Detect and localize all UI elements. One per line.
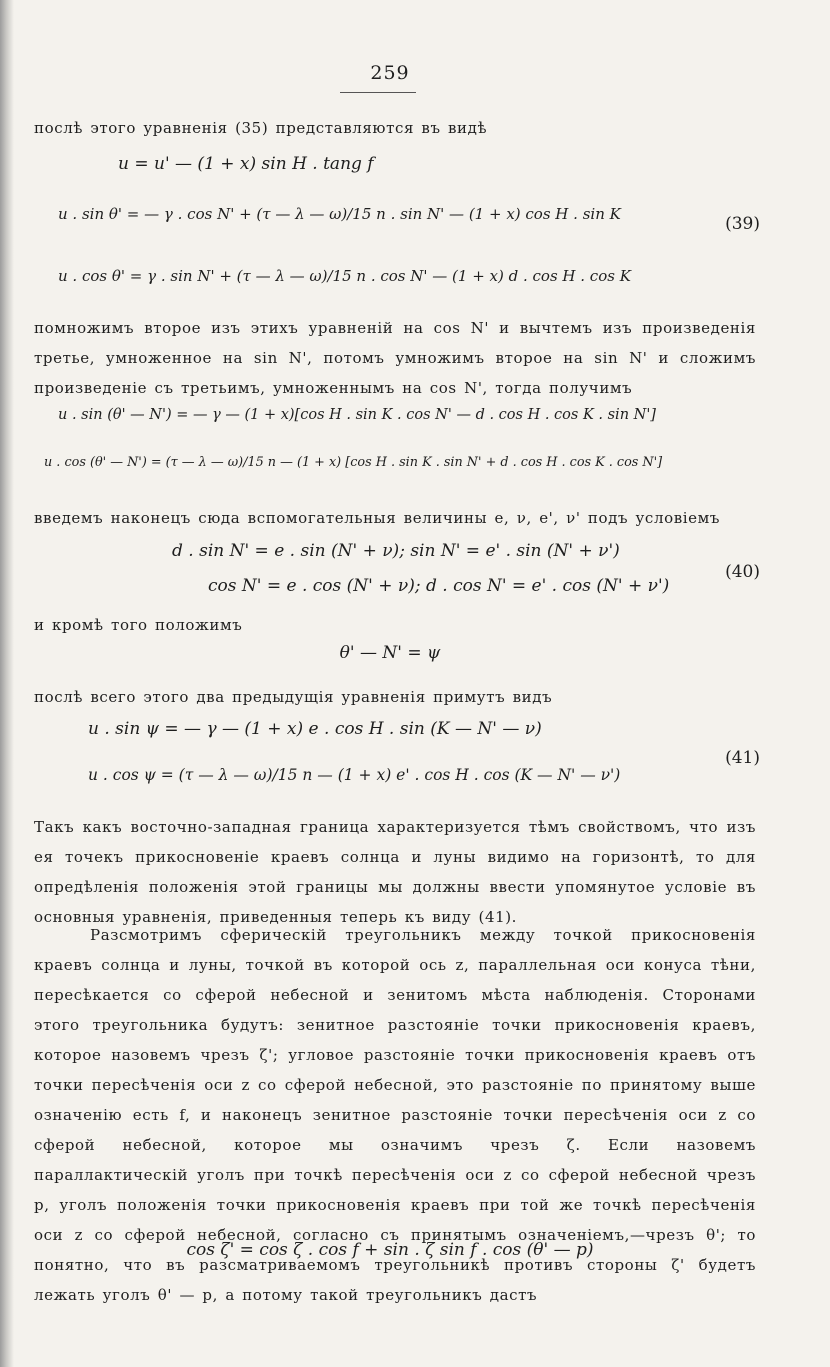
equation-39-sin: u . sin θ' = — γ . cos N' + (τ — λ — ω)/15 n . sin N' — (1 + x) cos H . sin K — [58, 205, 621, 223]
equation-40-second: cos N' = e . cos (N' + ν); d . cos N' = e' . cos (N' + ν') — [208, 576, 670, 596]
paragraph-after: послѣ всего этого два предыдущія уравненія примутъ видъ — [34, 688, 553, 706]
equation-psi: θ' — N' = ψ — [339, 643, 441, 663]
equation-41-sin: u . sin ψ = — γ — (1 + x) e . cos H . sin (K — N' — ν) — [88, 719, 542, 739]
paragraph-intro: послѣ этого уравненія (35) представляются въ видѣ — [34, 119, 488, 137]
page-number: 259 — [370, 62, 410, 84]
paragraph-auxiliary: введемъ наконецъ сюда вспомогательныя величины e, ν, e', ν' подъ условіемъ — [34, 509, 721, 527]
equation-derived-cos: u . cos (θ' — N') = (τ — λ — ω)/15 n — (1 + x) [cos H . sin K . sin N' + d . cos H . cos K . cos N'] — [44, 455, 663, 470]
paragraph-besides: и кромѣ того положимъ — [34, 616, 243, 634]
binding-shadow — [0, 0, 14, 1367]
paragraph-boundary: Такъ какъ восточно-западная граница характеризуется тѣмъ свойствомъ, что изъ ея точекъ прикосновеніе краевъ солнца и луны видимо на горизонтѣ, то для опредѣленія положенія этой границы мы должны ввести упомянутое условіе въ основныя уравненія, приведенныя теперь къ виду (41). — [34, 818, 756, 926]
equation-40-first: d . sin N' = e . sin (N' + ν); sin N' = e' . sin (N' + ν') — [172, 541, 620, 561]
paragraph-multiply: помножимъ второе изъ этихъ уравненій на cos N' и вычтемъ изъ произведенія третье, умноженное на sin N', потомъ умножимъ второе на sin N' и сложимъ произведеніе съ третьимъ, умноженнымъ на cos N', тогда получимъ — [34, 319, 756, 397]
equation-u: u = u' — (1 + x) sin H . tang f — [118, 154, 374, 174]
paragraph-triangle: Разсмотримъ сферическій треугольникъ между точкой прикосновенія краевъ солнца и луны, точкой въ которой ось z, параллельная оси конуса тѣни, пересѣкается со сферой небесной и зенитомъ мѣста наблюденія. Сторонами этого треугольника будутъ: зенитное разстояніе точки прикосновенія краевъ, которое назовемъ чрезъ ζ'; угловое разстояніе точки прикосновенія краевъ отъ точки пересѣченія оси z со сферой небесной, это разстояніе по принятому выше означенію есть f, и наконецъ зенитное разстояніе точки пересѣченія оси z со сферой небесной, которое мы означимъ чрезъ ζ. Если назовемъ параллактическій уголъ при точкѣ пересѣченія оси z со сферой небесной чрезъ p, уголъ положенія точки прикосновенія краевъ при той же точкѣ пересѣченія оси z со сферой небесной, согласно съ принятымъ означеніемъ,—чрезъ θ'; то понятно, что въ разсматриваемомъ треугольникѣ противъ стороны ζ' будетъ лежать уголъ θ' — p, а потому такой треугольникъ дастъ — [34, 926, 756, 1304]
equation-39-cos: u . cos θ' = γ . sin N' + (τ — λ — ω)/15 n . cos N' — (1 + x) d . cos H . cos K — [58, 267, 631, 285]
equation-number-41: (41) — [725, 748, 760, 768]
equation-number-40: (40) — [725, 562, 760, 582]
equation-cosine-rule: cos ζ' = cos ζ . cos f + sin . ζ sin f . cos (θ' — p) — [186, 1240, 594, 1260]
equation-number-39: (39) — [725, 214, 760, 234]
equation-derived-sin: u . sin (θ' — N') = — γ — (1 + x)[cos H . sin K . cos N' — d . cos H . cos K . sin N'] — [58, 407, 656, 423]
header-rule — [340, 92, 416, 93]
equation-41-cos: u . cos ψ = (τ — λ — ω)/15 n — (1 + x) e' . cos H . cos (K — N' — ν') — [88, 766, 621, 784]
